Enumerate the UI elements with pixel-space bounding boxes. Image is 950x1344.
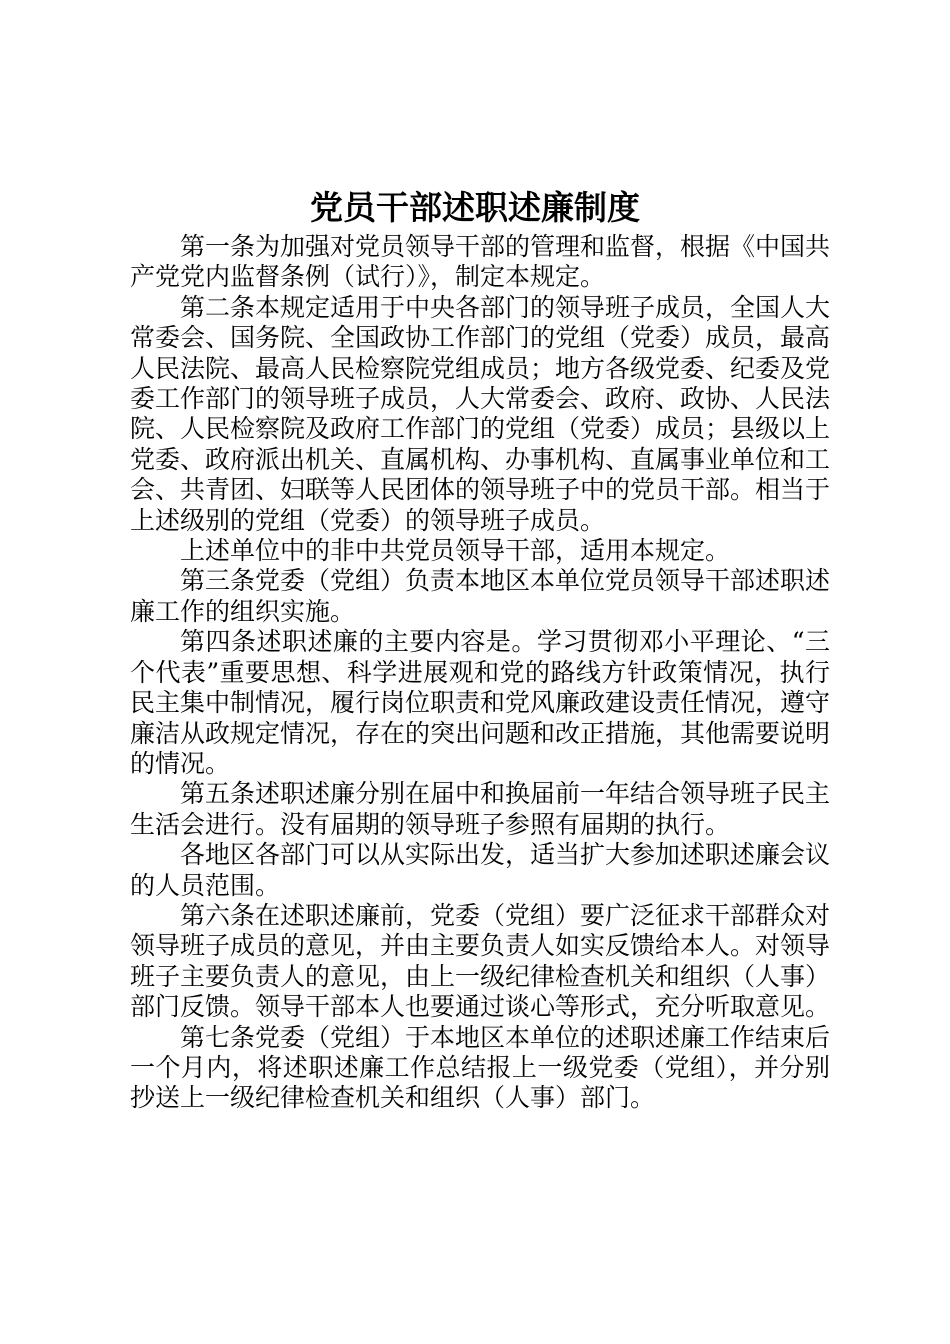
article-3-paragraph: 第三条党委（党组）负责本地区本单位党员领导干部述职述廉工作的组织实施。 [130,566,831,626]
article-7-paragraph: 第七条党委（党组）于本地区本单位的述职述廉工作结束后一个月内，将述职述廉工作总结报上一级党委（党组），并分别抄送上一级纪律检查机关和组织（人事）部门。 [130,1022,831,1113]
article-2-paragraph: 第二条本规定适用于中央各部门的领导班子成员，全国人大常委会、国务院、全国政协工作部门的党组（党委）成员，最高人民法院、最高人民检察院党组成员；地方各级党委、纪委及党委工作部门的领导班子成员，人大常委会、政府、政协、人民法院、人民检察院及政府工作部门的党组（党委）成员；县级以上党委、政府派出机关、直属机构、办事机构、直属事业单位和工会、共青团、妇联等人民团体的领导班子中的党员干部。相当于上述级别的党组（党委）的领导班子成员。 [130,292,831,535]
article-5-supplement-paragraph: 各地区各部门可以从实际出发，适当扩大参加述职述廉会议的人员范围。 [130,840,831,900]
document-title: 党员干部述职述廉制度 [310,188,640,227]
article-4-paragraph: 第四条述职述廉的主要内容是。学习贯彻邓小平理论、“三个代表”重要思想、科学进展观和党的路线方针政策情况，执行民主集中制情况，履行岗位职责和党风廉政建设责任情况，遵守廉洁从政规定情况，存在的突出问题和改正措施，其他需要说明的情况。 [130,627,831,778]
article-1-paragraph: 第一条为加强对党员领导干部的管理和监督，根据《中国共产党党内监督条例（试行）》，制定本规定。 [130,232,831,292]
document-body [130,232,830,1114]
article-6-paragraph: 第六条在述职述廉前，党委（党组）要广泛征求干部群众对领导班子成员的意见，并由主要负责人如实反馈给本人。对领导班子主要负责人的意见，由上一级纪律检查机关和组织（人事）部门反馈。领导干部本人也要通过谈心等形式，充分听取意见。 [130,900,831,1022]
article-2-supplement-paragraph: 上述单位中的非中共党员领导干部，适用本规定。 [180,536,731,566]
article-5-paragraph: 第五条述职述廉分别在届中和换届前一年结合领导班子民主生活会进行。没有届期的领导班子参照有届期的执行。 [130,779,831,839]
